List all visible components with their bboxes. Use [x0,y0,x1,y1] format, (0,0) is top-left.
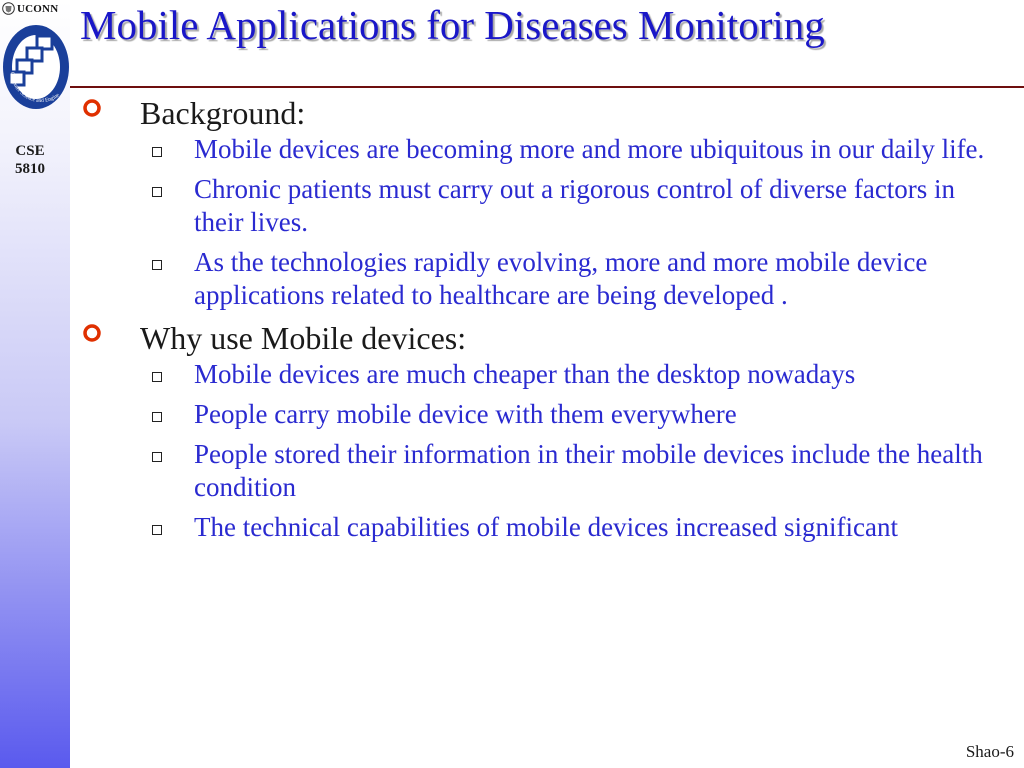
university-name: UCONN [17,2,59,15]
list-item [80,511,1010,544]
list-item-text: Chronic patients must carry out a rigorous control of diverse factors in their lives. [194,174,956,237]
list-item [80,173,1010,239]
ring-bullet-icon [80,319,140,348]
list-item [80,438,1010,504]
logo-ring-text: Computer Science and Engine [8,71,61,105]
list-item-text: Mobile devices are much cheaper than the desktop nowadays [194,359,856,389]
list-item [80,398,1010,431]
section-background [80,94,1010,132]
slide-title: Mobile Applications for Diseases Monitoring [80,2,825,48]
hollow-square-icon [152,412,162,422]
list-item [80,358,1010,391]
hollow-square-icon [152,525,162,535]
section-heading: Why use Mobile devices: [140,320,467,356]
section-why-mobile [80,319,1010,357]
list-item [80,133,1010,166]
course-code [0,142,60,178]
list-item-text: People stored their information in their mobile devices include the health condition [194,439,983,502]
list-item-text: People carry mobile device with them everywhere [194,399,737,429]
cse-department-logo [1,22,71,122]
section-heading: Background: [140,95,306,131]
course-number: 5810 [15,161,45,177]
list-item-text: The technical capabilities of mobile devices increased significant [194,512,898,542]
hollow-square-icon [152,147,162,157]
section-items [80,133,1010,312]
uconn-seal-icon [2,2,15,15]
slide-body [80,94,1010,551]
title-divider [70,86,1024,88]
list-item-text: As the technologies rapidly evolving, more and more mobile device applications related to healthcare are being developed . [194,247,928,310]
list-item [80,246,1010,312]
hollow-square-icon [152,372,162,382]
uconn-wordmark [2,2,58,15]
section-items [80,358,1010,544]
ring-bullet-icon [80,94,140,123]
page-number: Shao-6 [965,742,1014,761]
hollow-square-icon [152,187,162,197]
course-department: CSE [15,143,45,159]
list-item-text: Mobile devices are becoming more and more ubiquitous in our daily life. [194,134,985,164]
hollow-square-icon [152,260,162,270]
sidebar [0,0,70,768]
hollow-square-icon [152,452,162,462]
